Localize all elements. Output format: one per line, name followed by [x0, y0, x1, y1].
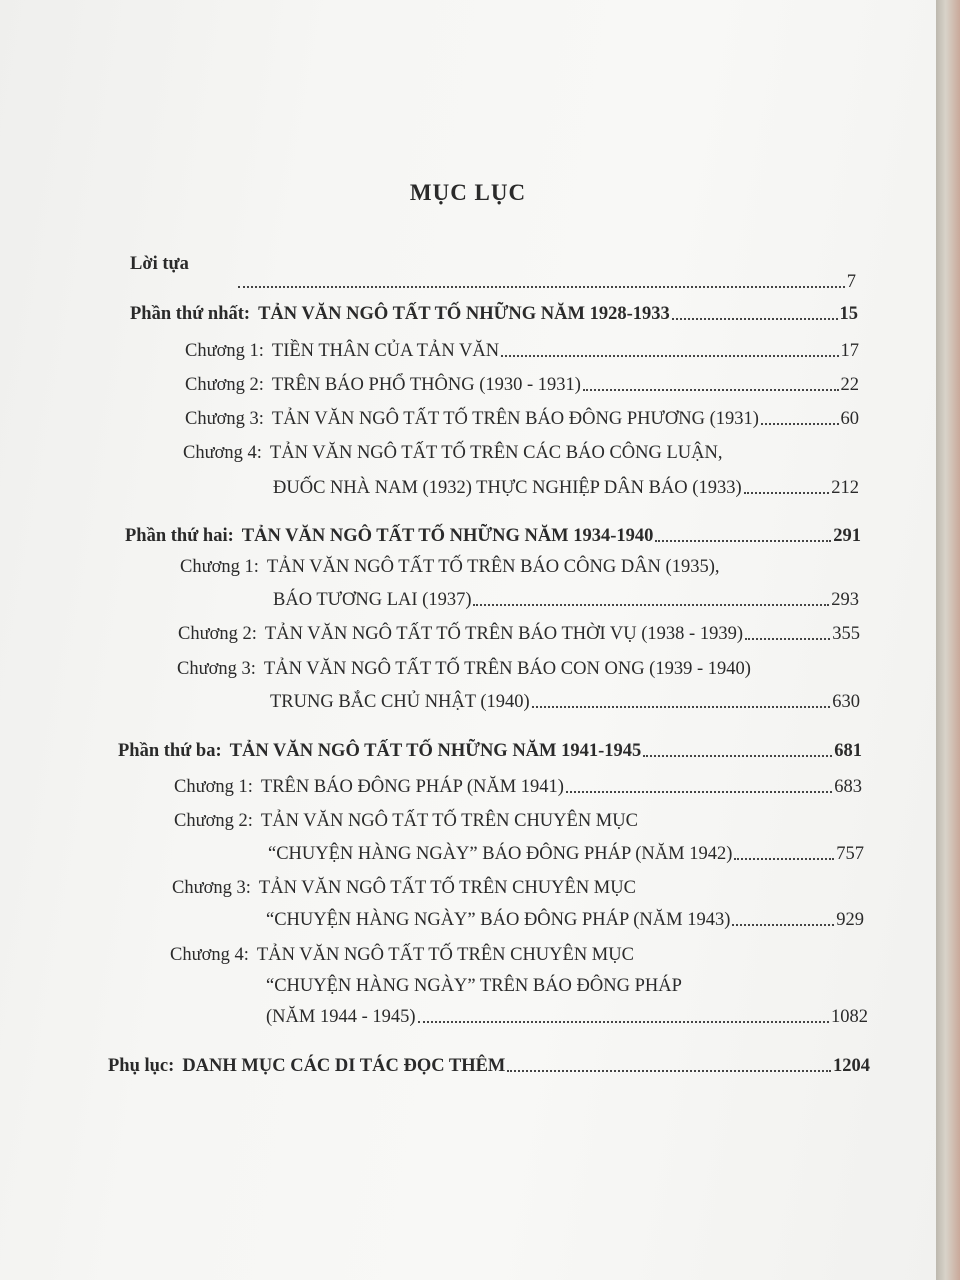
part-label: Phần thứ ba: — [118, 741, 222, 761]
leader-dots — [643, 755, 832, 757]
leader-dots — [532, 706, 831, 708]
toc-part-2-chapter-3-line-1[interactable] — [177, 659, 751, 680]
part-title: TẢN VĂN NGÔ TẤT TỐ NHỮNG NĂM 1934-1940 — [241, 526, 654, 546]
chapter-title: TẢN VĂN NGÔ TẤT TỐ TRÊN BÁO CON ONG (1939 - 1940) — [263, 659, 751, 679]
chapter-label: Chương 4: — [170, 945, 249, 965]
chapter-label: Chương 2: — [174, 811, 253, 831]
chapter-title: TẢN VĂN NGÔ TẤT TỐ TRÊN CHUYÊN MỤC — [258, 878, 636, 898]
leader-dots — [761, 423, 839, 425]
chapter-title-continued: BÁO TƯƠNG LAI (1937) — [273, 590, 472, 610]
page-number: 293 — [831, 590, 859, 610]
page-number: 291 — [833, 526, 861, 546]
chapter-title: TẢN VĂN NGÔ TẤT TỐ TRÊN BÁO ĐÔNG PHƯƠNG (1931) — [271, 409, 759, 429]
toc-part-3-chapter-1[interactable] — [174, 777, 862, 798]
page-number: 929 — [836, 910, 864, 930]
chapter-label: Chương 1: — [180, 557, 259, 577]
leader-dots — [744, 492, 830, 494]
page-number: 1204 — [833, 1056, 870, 1076]
chapter-title: TẢN VĂN NGÔ TẤT TỐ TRÊN BÁO THỜI VỤ (1938 - 1939) — [264, 624, 744, 644]
chapter-title: TIỀN THÂN CỦA TẢN VĂN — [271, 341, 500, 361]
leader-dots — [238, 286, 845, 288]
leader-dots — [418, 1021, 829, 1023]
part-title: TẢN VĂN NGÔ TẤT TỐ NHỮNG NĂM 1928-1933 — [258, 304, 670, 324]
leader-dots — [566, 791, 832, 793]
chapter-title: TRÊN BÁO ĐÔNG PHÁP (NĂM 1941) — [260, 777, 564, 797]
chapter-title: TẢN VĂN NGÔ TẤT TỐ TRÊN CHUYÊN MỤC — [256, 945, 634, 965]
page-number: 7 — [846, 272, 856, 292]
leader-dots — [732, 924, 834, 926]
page-number: 683 — [834, 777, 862, 797]
leader-dots — [672, 318, 838, 320]
chapter-label: Chương 2: — [185, 375, 264, 395]
page-number: 757 — [836, 844, 864, 864]
toc-part-3-chapter-2-line-1[interactable] — [174, 811, 638, 832]
toc-part-3-chapter-3-line-1[interactable] — [172, 878, 636, 899]
part-label: Phần thứ hai: — [125, 526, 234, 546]
page-number: 212 — [831, 478, 859, 498]
toc-part-1[interactable] — [130, 304, 858, 325]
toc-part-3-chapter-2-line-2[interactable] — [268, 844, 864, 865]
toc-preface-label: Lời tựa — [130, 254, 189, 274]
leader-dots — [734, 858, 834, 860]
leader-dots — [507, 1070, 831, 1072]
leader-dots — [655, 540, 831, 542]
page-number: 15 — [839, 304, 858, 324]
toc-preface-row[interactable] — [236, 272, 856, 293]
chapter-label: Chương 4: — [183, 443, 262, 463]
page-number: 1082 — [831, 1007, 868, 1027]
chapter-title: TẢN VĂN NGÔ TẤT TỐ TRÊN CHUYÊN MỤC — [260, 811, 638, 831]
chapter-title-continued: “CHUYỆN HÀNG NGÀY” BÁO ĐÔNG PHÁP (NĂM 1942) — [268, 844, 733, 864]
toc-part-3-chapter-4-line-2: “CHUYỆN HÀNG NGÀY” TRÊN BÁO ĐÔNG PHÁP — [266, 976, 682, 996]
toc-part-3[interactable] — [118, 741, 862, 762]
toc-part-2-chapter-3-line-2[interactable] — [270, 692, 860, 713]
leader-dots — [583, 389, 839, 391]
toc-part-3-chapter-4-line-3[interactable] — [266, 1007, 868, 1028]
page-number: 681 — [834, 741, 862, 761]
toc-appendix[interactable] — [108, 1056, 870, 1077]
toc-part-2-chapter-1-line-2[interactable] — [273, 590, 859, 611]
chapter-title-continued: TRUNG BẮC CHỦ NHẬT (1940) — [270, 692, 530, 712]
chapter-label: Chương 2: — [178, 624, 257, 644]
chapter-title: TẢN VĂN NGÔ TẤT TỐ TRÊN BÁO CÔNG DÂN (1935), — [266, 557, 720, 577]
page-number: 630 — [832, 692, 860, 712]
toc-part-1-chapter-4-line-2[interactable] — [273, 478, 859, 499]
page-number: 355 — [832, 624, 860, 644]
toc-part-1-chapter-2[interactable] — [185, 375, 859, 396]
page-title: MỤC LỤC — [409, 180, 527, 205]
part-title: TẢN VĂN NGÔ TẤT TỐ NHỮNG NĂM 1941-1945 — [229, 741, 642, 761]
page-number: 60 — [840, 409, 859, 429]
part-label: Phần thứ nhất: — [130, 304, 251, 324]
toc-part-1-chapter-3[interactable] — [185, 409, 859, 430]
appendix-label: Phụ lục: — [108, 1056, 175, 1076]
chapter-title-continued: “CHUYỆN HÀNG NGÀY” BÁO ĐÔNG PHÁP (NĂM 1943) — [266, 910, 731, 930]
chapter-label: Chương 3: — [177, 659, 256, 679]
toc-part-1-chapter-4-line-1[interactable] — [183, 443, 723, 464]
chapter-label: Chương 3: — [172, 878, 251, 898]
book-edge — [936, 0, 960, 1280]
appendix-title: DANH MỤC CÁC DI TÁC ĐỌC THÊM — [182, 1056, 506, 1076]
toc-part-2-chapter-1-line-1[interactable] — [180, 557, 720, 578]
toc-part-2-chapter-2[interactable] — [178, 624, 860, 645]
leader-dots — [745, 638, 830, 640]
chapter-title: TẢN VĂN NGÔ TẤT TỐ TRÊN CÁC BÁO CÔNG LUẬN, — [269, 443, 723, 463]
toc-part-3-chapter-4-line-1[interactable] — [170, 945, 634, 966]
chapter-title: TRÊN BÁO PHỔ THÔNG (1930 - 1931) — [271, 375, 581, 395]
page-number: 22 — [840, 375, 859, 395]
chapter-label: Chương 1: — [185, 341, 264, 361]
leader-dots — [501, 355, 838, 357]
leader-dots — [473, 604, 829, 606]
toc-part-1-chapter-1[interactable] — [185, 341, 859, 362]
chapter-label: Chương 1: — [174, 777, 253, 797]
chapter-title-continued: (NĂM 1944 - 1945) — [266, 1007, 416, 1027]
toc-part-3-chapter-3-line-2[interactable] — [266, 910, 864, 931]
chapter-title-continued: ĐUỐC NHÀ NAM (1932) THỰC NGHIỆP DÂN BÁO (1933) — [273, 478, 742, 498]
toc-part-2[interactable] — [125, 526, 861, 547]
page-number: 17 — [840, 341, 859, 361]
chapter-label: Chương 3: — [185, 409, 264, 429]
